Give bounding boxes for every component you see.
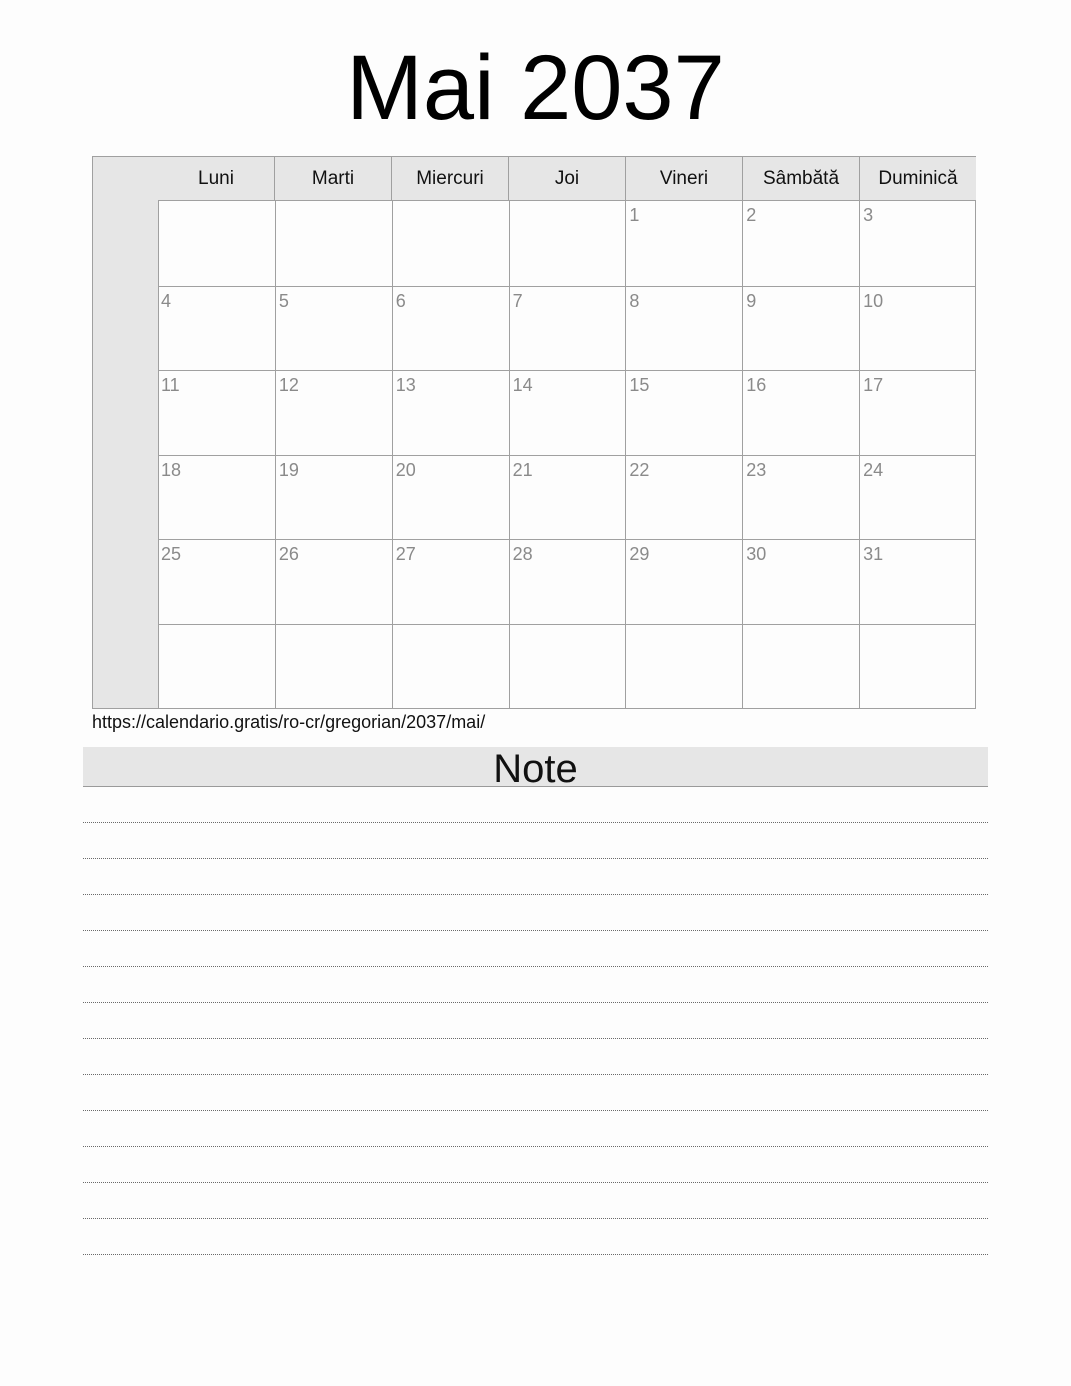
day-cell [859, 286, 976, 371]
day-number: 19 [278, 459, 299, 480]
day-number: 24 [863, 459, 884, 480]
note-line[interactable] [83, 1147, 988, 1183]
day-number: 5 [278, 290, 289, 311]
day-cell [859, 201, 976, 286]
weekday-monday: Luni [198, 168, 234, 189]
day-cell [392, 201, 509, 286]
weekday-sunday: Duminică [859, 157, 976, 200]
day-number: 8 [629, 290, 640, 311]
note-line[interactable] [83, 859, 988, 895]
source-url: https://calendario.gratis/ro-cr/gregorian/2037/mai/ [92, 712, 486, 732]
day-number: 28 [512, 544, 533, 564]
day-cell [275, 455, 392, 540]
day-cell [625, 370, 742, 455]
notes-section [83, 747, 988, 1255]
day-number: 16 [746, 375, 767, 395]
day-cell [158, 286, 275, 371]
weekday-thursday: Joi [508, 157, 625, 200]
day-number: 13 [395, 375, 416, 395]
note-line[interactable] [83, 787, 988, 823]
day-number: 4 [161, 290, 172, 311]
day-cell [158, 201, 275, 286]
day-number: 12 [278, 375, 299, 395]
month-calendar [92, 156, 976, 709]
day-cell [742, 370, 859, 455]
day-number: 3 [863, 205, 874, 225]
day-cell [625, 201, 742, 286]
day-cell [509, 201, 626, 286]
day-cell [742, 455, 859, 540]
day-cell [158, 455, 275, 540]
day-number: 23 [746, 459, 767, 480]
day-cell [625, 286, 742, 371]
day-number: 26 [278, 544, 299, 564]
day-number: 7 [512, 290, 523, 311]
day-cell [859, 455, 976, 540]
note-line[interactable] [83, 823, 988, 859]
day-cell [392, 539, 509, 624]
day-number: 11 [161, 375, 180, 395]
note-line[interactable] [83, 1003, 988, 1039]
day-cell [158, 539, 275, 624]
day-cell [742, 286, 859, 371]
day-cell [392, 624, 509, 709]
day-number: 18 [161, 459, 182, 480]
day-cell [275, 286, 392, 371]
day-number: 6 [395, 290, 406, 311]
weekday-saturday: Sâmbătă [742, 157, 859, 200]
day-cell [275, 624, 392, 709]
day-number: 15 [629, 375, 650, 395]
weekday-tuesday: Marti [274, 157, 391, 200]
day-cell [625, 624, 742, 709]
day-cell [275, 539, 392, 624]
calendar-title: Mai 2037 [346, 37, 725, 139]
day-cell [742, 539, 859, 624]
day-cell [859, 624, 976, 709]
day-number: 22 [629, 459, 650, 480]
day-number: 9 [746, 290, 757, 311]
day-cell [742, 201, 859, 286]
day-number: 27 [395, 544, 416, 564]
day-cell [158, 624, 275, 709]
day-number: 1 [629, 205, 640, 225]
day-cell [509, 624, 626, 709]
day-number: 30 [746, 544, 767, 564]
weekday-header [158, 157, 976, 201]
weekday-wednesday: Miercuri [391, 157, 508, 200]
day-number: 2 [746, 205, 757, 225]
day-number: 31 [863, 544, 884, 564]
day-cell [509, 286, 626, 371]
note-line[interactable] [83, 1039, 988, 1075]
day-cell [859, 370, 976, 455]
note-line[interactable] [83, 1183, 988, 1219]
day-number: 21 [512, 459, 533, 480]
day-grid [158, 201, 976, 708]
day-cell [158, 370, 275, 455]
weekday-friday: Vineri [625, 157, 742, 200]
week-number-column [93, 157, 159, 708]
day-cell [275, 370, 392, 455]
day-cell [392, 455, 509, 540]
note-line[interactable] [83, 895, 988, 931]
day-number: 10 [863, 290, 884, 311]
day-cell [509, 539, 626, 624]
day-number: 29 [629, 544, 650, 564]
day-cell [275, 201, 392, 286]
notes-lines [83, 787, 988, 1255]
day-number: 17 [863, 375, 884, 395]
day-cell [859, 539, 976, 624]
note-line[interactable] [83, 931, 988, 967]
note-line[interactable] [83, 1111, 988, 1147]
day-cell [509, 455, 626, 540]
day-cell [392, 370, 509, 455]
day-number: 20 [395, 459, 416, 480]
day-cell [392, 286, 509, 371]
day-cell [509, 370, 626, 455]
note-line[interactable] [83, 967, 988, 1003]
day-cell [625, 539, 742, 624]
day-cell [742, 624, 859, 709]
day-cell [625, 455, 742, 540]
day-number: 25 [161, 544, 182, 564]
note-line[interactable] [83, 1219, 988, 1255]
note-line[interactable] [83, 1075, 988, 1111]
notes-heading: Note [83, 747, 988, 787]
day-number: 14 [512, 375, 533, 395]
